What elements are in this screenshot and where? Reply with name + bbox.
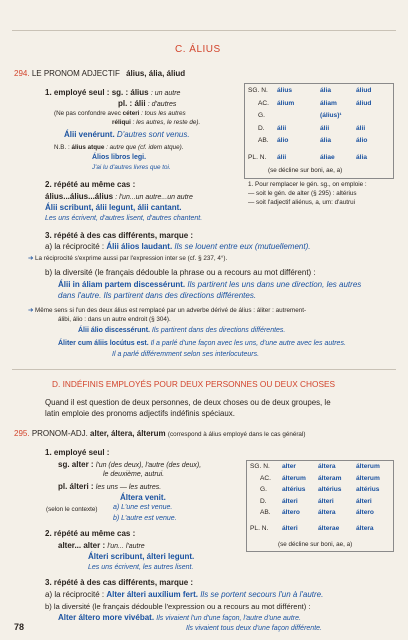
table-cell: álio (277, 137, 289, 144)
case-label: AB. (260, 509, 271, 516)
p1-pl (118, 99, 176, 108)
table-cell: álterum (356, 474, 380, 482)
s295-sg-label: sg. alter : (58, 460, 94, 469)
p1-note-reliqui: réliqui (112, 119, 131, 126)
table-cell: álteram (318, 474, 342, 482)
p1-heading (45, 88, 180, 97)
table-cell: álterum (282, 474, 306, 482)
table-cell: ália (356, 153, 367, 161)
s295-p3b-tr2: Ils vivaient tous deux d'une façon différente. (186, 625, 322, 632)
s295-p2-heading: 2. répété au même cas : (45, 529, 136, 538)
p3a-line (45, 242, 310, 251)
arrow-icon: ➔ (28, 307, 34, 314)
p3-heading: 3. répété à des cas différents, marque : (45, 231, 194, 240)
p1-ex-tr: D'autres sont venus. (116, 130, 190, 139)
declension-table-alter-rows (246, 460, 392, 550)
section-forms: álius, ália, áliud (126, 69, 186, 78)
table-cell: altérius (318, 486, 342, 493)
table-cell: áliae (320, 153, 335, 161)
section-title: LE PRONOM ADJECTIF (31, 69, 120, 78)
table-cell: álio (356, 137, 368, 144)
table-cell: áltera (318, 463, 336, 470)
arrow-icon: ➔ (28, 255, 34, 262)
table1-footnote-1: — soit le gén. de alter (§ 295) : altérius (248, 190, 357, 197)
p3a-note: La réciprocité s'exprime aussi par l'expression inter se (cf. § 237, 4°). (35, 255, 228, 262)
nb-text: : autre que (cf. idem atque). (106, 144, 184, 151)
case-label: AB. (258, 137, 269, 144)
case-label: SG. N. (250, 463, 270, 470)
p2-example: Álii scribunt, álii legunt, álii cantant. (45, 203, 182, 212)
p1-note-line1 (54, 110, 186, 117)
table-cell: álterae (318, 524, 340, 532)
p1-sg: sg. : álius (111, 88, 149, 97)
table-cell: ália (320, 87, 331, 94)
p1-pl-tr: : d'autres (147, 101, 177, 108)
nb-example-tr: J'ai lu d'autres livres que toi. (92, 164, 171, 171)
p1-note-c: : les autres, le reste de). (132, 119, 201, 126)
section-295-note: (correspond à álius employé dans le cas général) (167, 431, 306, 438)
section-295-heading (14, 429, 305, 438)
s295-p1-heading: 1. employé seul : (45, 448, 110, 457)
p3b-tr3a: Il a parlé d'une façon avec les uns, d'une autre avec les autres. (150, 340, 346, 347)
nb-line (54, 144, 184, 151)
table-cell: altérius (282, 486, 306, 493)
p3a-label: a) la réciprocité : (45, 242, 105, 251)
table-cell: álii (277, 124, 287, 132)
section-295-title: PRONOM-ADJ. (31, 429, 88, 438)
p3a-ex: Álii álios laudant. (106, 242, 173, 251)
p3b-note-line2: álibi, álio : dans un autre endroit (§ 304). (58, 316, 171, 323)
table1-decl-note: (se décline sur boni, ae, a) (268, 167, 343, 174)
table-cell: áliud (356, 87, 372, 94)
p2-pattern-latin: álius...álius...álius (45, 192, 114, 201)
p3b-ex2: Álii álio discessérunt. (78, 327, 150, 334)
s295-p3-heading: 3. répété à des cas différents, marque : (45, 578, 194, 587)
table-cell: álium (277, 99, 295, 107)
p1-example (64, 130, 190, 139)
section-d-title: D. INDÉFINIS EMPLOYÉS POUR DEUX PERSONNES OU DEUX CHOSES (52, 379, 336, 389)
case-label: D. (260, 497, 267, 505)
s295-p3a-label: a) la réciprocité : (45, 590, 105, 599)
p2-pattern-tr: : l'un...un autre...un autre (115, 194, 193, 201)
table-cell: áltero (282, 509, 300, 516)
page-number: 78 (14, 622, 25, 632)
s295-pl-tr: les uns — les autres. (95, 484, 162, 491)
p3b-line: b) la diversité (le français dédouble la phrase ou a recours au mot différent) : (45, 268, 316, 277)
p2-example-tr: Les uns écrivent, d'autres lisent, d'autres chantent. (45, 215, 203, 222)
s295-p2-example: Álteri scribunt, álteri legunt. (88, 552, 195, 561)
s295-p2-example-tr: Les uns écrivent, les autres lisent. (88, 564, 194, 571)
table-cell: áltera (318, 509, 336, 516)
p3b-tr1a: Ils partirent les uns dans une direction, les autres (187, 280, 362, 289)
nb-alius-atque: álius atque (71, 144, 105, 151)
table-cell: álteri (318, 497, 334, 505)
p3b-example1-tr: dans l'autre. Ils partirent dans des directions différentes. (58, 291, 257, 300)
table-cell: alter (282, 463, 296, 470)
p1-ex-latin: Álii venérunt. (64, 130, 115, 139)
s295-example-a: a) L'une est venue. (113, 504, 173, 511)
s295-p2-pattern (58, 541, 145, 550)
table-cell: altérius (356, 486, 380, 493)
table-cell: áltero (356, 509, 374, 516)
p3a-tr: Ils se louent entre eux (mutuellement). (174, 242, 311, 251)
p3b-example3-tr: Il a parlé différemment selon ses interlocuteurs. (112, 351, 260, 358)
p1-note-b: : tous les autres (141, 110, 186, 117)
table1-footnote-2: — soit l'adjectif aliénus, a, um: d'autrui (248, 199, 356, 206)
p1-pl-form: pl. : álii (118, 99, 146, 108)
table-cell: áliam (320, 99, 337, 107)
intro-line2: latin emploie des pronoms adjectifs indéfinis spéciaux. (45, 409, 235, 418)
s295-sg-line (58, 460, 201, 469)
p2-heading: 2. répété au même cas : (45, 180, 136, 189)
table-cell: (álius)¹ (320, 112, 342, 119)
declension-table-alius-rows (244, 83, 392, 177)
s295-example: Áltera venit. (120, 493, 166, 502)
case-label: G. (260, 486, 267, 493)
s295-sg-tr1: l'un (des deux), l'autre (des deux), (95, 462, 202, 469)
intro-line1: Quand il est question de deux personnes, de deux choses ou de deux groupes, le (45, 398, 331, 407)
case-label: G. (258, 112, 265, 119)
case-label: SG. N. (248, 87, 268, 94)
p3b-example3 (58, 340, 346, 347)
table-cell: álteri (282, 497, 298, 505)
table-cell: álii (320, 124, 330, 132)
table2-decl-note: (se décline sur boni, ae, a) (278, 541, 353, 548)
p1-head-text: 1. employé seul : (45, 88, 110, 97)
p3b-ex3: Áliter cum áliis locútus est. (58, 340, 149, 347)
s295-pl-line (58, 482, 161, 491)
mid-rule (12, 369, 396, 370)
case-label: AC. (260, 474, 271, 482)
nb-label: N.B. : (54, 144, 70, 151)
s295-context: (selon le contexte) (46, 506, 98, 513)
top-rule (12, 30, 396, 31)
s295-p3a-ex: Alter álteri auxílium fert. (106, 590, 198, 599)
section-295-forms: alter, áltera, álterum (90, 429, 166, 438)
table-cell: áltera (356, 524, 374, 532)
p1-note-ceteri: céteri (122, 110, 140, 117)
nb-example: Álios libros legi. (92, 154, 147, 161)
case-label: PL. N. (250, 524, 269, 532)
p3b-tr2: Ils partirent dans des directions différentes. (151, 327, 286, 334)
case-label: AC. (258, 99, 269, 107)
s295-sg-tr2: le deuxième, autrui. (103, 471, 165, 478)
p1-sg-tr: : un autre (150, 90, 181, 97)
s295-p2-pattern-tr: l'un... l'autre (107, 543, 145, 550)
table-cell: álterum (356, 463, 380, 470)
p2-pattern (45, 192, 193, 201)
table-cell: álius (277, 87, 293, 94)
s295-p2-pattern-latin: alter... alter : (58, 541, 106, 550)
s295-example-b: b) L'autre est venue. (113, 515, 177, 522)
table-cell: álii (356, 124, 366, 132)
s295-p3b-ex: Alter áltero more vivébat. (58, 613, 155, 622)
section-295-number: 295. (14, 429, 30, 438)
s295-p3b-tr1: Ils vivaient l'un d'une façon, l'autre d'une autre. (156, 615, 301, 622)
p3a-note-line (28, 255, 227, 262)
s295-pl-label: pl. álteri : (58, 482, 94, 491)
s295-p3a-tr: Ils se portent secours l'un à l'autre. (200, 590, 324, 599)
p1-note-a: (Ne pas confondre avec (54, 110, 121, 117)
case-label: PL. N. (248, 153, 267, 161)
p1-note-line2 (112, 119, 200, 126)
p3b-example2 (78, 327, 285, 334)
s295-p3a-line (45, 590, 323, 599)
p3b-note1: Même sens si l'un des deux álius est remplacé par un adverbe dérivé de álius : áliter : autrement- (35, 307, 307, 314)
s295-p3b-example (58, 613, 301, 622)
table-cell: álteri (356, 497, 372, 505)
p3b-ex1: Álii in áliam partem discessérunt. (58, 280, 186, 289)
section-294-heading (14, 69, 185, 78)
table1-footnote: 1. Pour remplacer le gén. sg., on emploie : (248, 181, 367, 188)
table-cell: áliud (356, 99, 372, 107)
p3b-note-line1 (28, 307, 306, 314)
p3b-example1 (58, 280, 361, 289)
table-cell: álii (277, 153, 287, 161)
section-number: 294. (14, 69, 30, 78)
s295-p3b-line: b) la diversité (le français dédouble l'expression ou a recours au mot différent) : (45, 602, 311, 611)
case-label: D. (258, 124, 265, 132)
table-cell: ália (320, 137, 331, 144)
table-cell: álteri (282, 524, 298, 532)
section-c-title: C. ÁLIUS (175, 44, 221, 55)
